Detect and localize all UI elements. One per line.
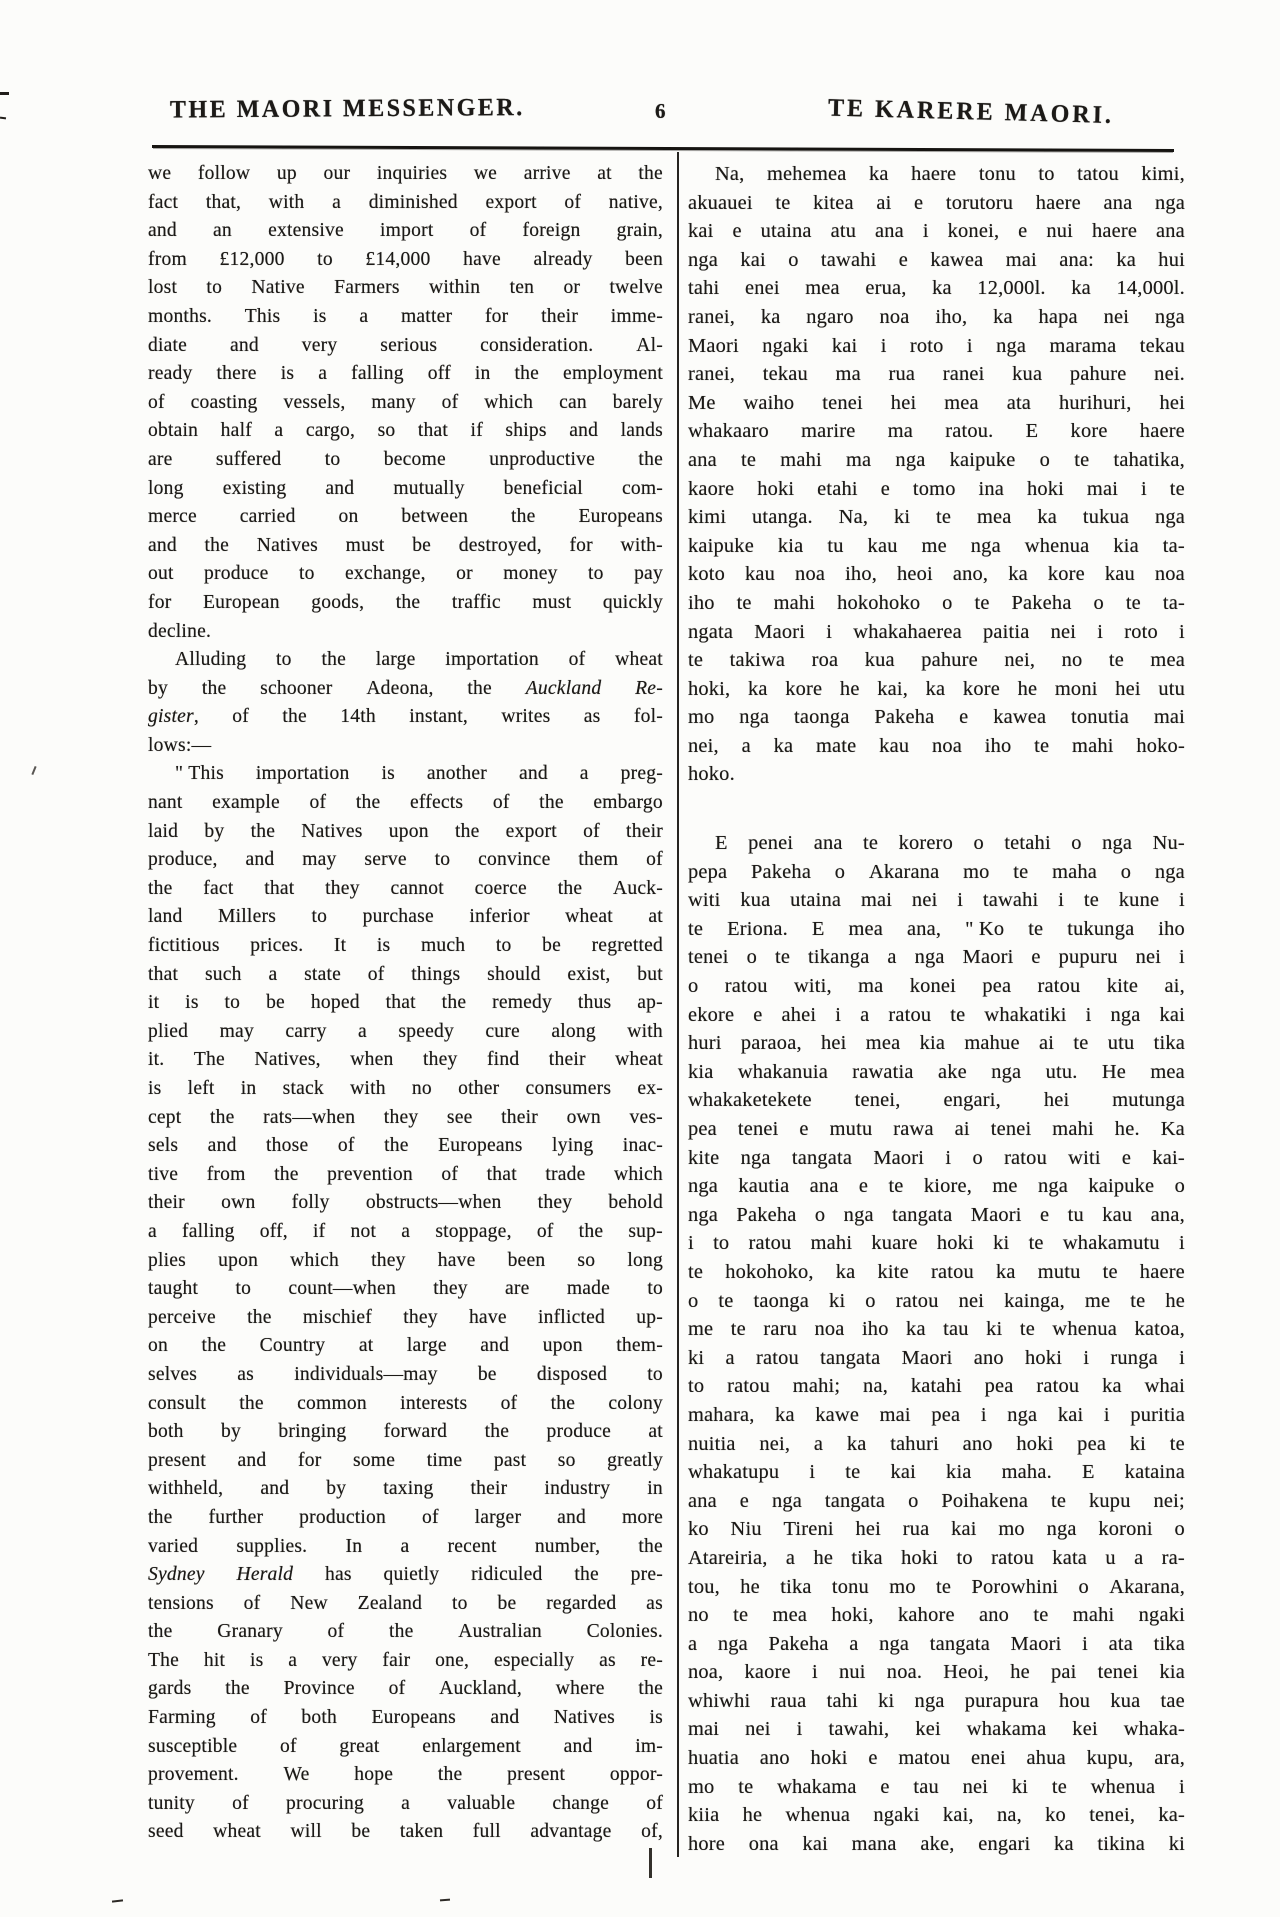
text-line: Me waiho tenei hei mea ata hurihuri, hei bbox=[688, 391, 1185, 414]
text-line: of coasting vessels, many of which can barely bbox=[148, 391, 663, 413]
text-line: whakaketekete tenei, engari, hei mutunga bbox=[688, 1089, 1185, 1112]
text-line: Atareiria, a he tika hoki to ratou kata u a ra- bbox=[688, 1546, 1185, 1569]
text-line: seed wheat will be taken full advantage of, bbox=[148, 1821, 663, 1843]
text-line: by the schooner Adeona, the Auckland Re- bbox=[148, 677, 663, 699]
text-line: whakatupu i te kai kia maha. E kataina bbox=[688, 1461, 1185, 1484]
text-line: decline. bbox=[148, 620, 212, 642]
text-line: a nga Pakeha a nga tangata Maori i ata tika bbox=[688, 1632, 1185, 1655]
text-line: taught to count—when they are made to bbox=[148, 1278, 663, 1300]
text-line: months. This is a matter for their imme- bbox=[148, 305, 663, 327]
text-line: ana e nga tangata o Poihakena te kupu nei; bbox=[688, 1489, 1185, 1512]
text-line: it is to be hoped that the remedy thus ap- bbox=[148, 992, 663, 1014]
text-line: for European goods, the traffic must quickly bbox=[148, 591, 663, 613]
text-line: " This importation is another and a preg- bbox=[175, 763, 663, 785]
text-line: whakaaro marire ma ratou. E kore haere bbox=[688, 420, 1185, 443]
text-line: are suffered to become unproductive the bbox=[148, 448, 663, 470]
text-line: a falling off, if not a stoppage, of the sup- bbox=[148, 1220, 663, 1242]
text-line: hoko. bbox=[688, 763, 735, 786]
text-line: land Millers to purchase inferior wheat at bbox=[148, 906, 663, 928]
paragraph bbox=[688, 829, 1185, 1858]
text-line: nant example of the effects of the embargo bbox=[148, 792, 663, 814]
text-line: long existing and mutually beneficial com- bbox=[148, 477, 663, 499]
text-line: me te raru noa iho ka tau ki te whenua katoa, bbox=[688, 1318, 1185, 1341]
text-line: on the Country at large and upon them- bbox=[148, 1335, 663, 1357]
text-line: Sydney Herald has quietly ridiculed the pre- bbox=[148, 1564, 663, 1586]
scan-speck bbox=[31, 766, 36, 775]
text-line: Farming of both Europeans and Natives is bbox=[148, 1707, 663, 1729]
text-line: te hokohoko, ka kite ratou ka mutu te haere bbox=[688, 1260, 1185, 1283]
text-line: witi kua utaina mai nei i tawahi i te kune i bbox=[688, 889, 1185, 912]
text-line: ekore e ahei i a ratou te whakatiki i nga kai bbox=[688, 1003, 1185, 1026]
text-line: obtain half a cargo, so that if ships and lands bbox=[148, 420, 663, 442]
text-line: hore ona kai mana ake, engari ka tikina ki bbox=[688, 1832, 1185, 1855]
text-line: o te taonga ki o ratou nei kainga, me te he bbox=[688, 1289, 1185, 1312]
text-line: tahi enei mea erua, ka 12,000l. ka 14,000l. bbox=[688, 277, 1185, 300]
text-line: mahara, ka kawe mai pea i nga kai i puritia bbox=[688, 1403, 1185, 1426]
text-line: tensions of New Zealand to be regarded as bbox=[148, 1592, 663, 1614]
text-line: pepa Pakeha o Akarana mo te maha o nga bbox=[688, 860, 1185, 883]
text-line: kaore hoki etahi e tomo ina hoki mai i te bbox=[688, 477, 1185, 500]
text-line: fact that, with a diminished export of native, bbox=[148, 191, 663, 213]
page-number: 6 bbox=[655, 99, 666, 123]
text-line: tou, he tika tonu mo te Porowhini o Akarana, bbox=[688, 1575, 1185, 1598]
text-line: produce, and may serve to convince them of bbox=[148, 849, 663, 871]
scan-edge-mark bbox=[0, 117, 6, 120]
text-line: ki a ratou tangata Maori ano hoki i runga i bbox=[688, 1346, 1185, 1369]
text-line: hoki, ka kore he kai, ka kore he moni hei utu bbox=[688, 677, 1185, 700]
text-line: from £12,000 to £14,000 have already been bbox=[148, 248, 663, 270]
text-line: nga kai o tawahi e kawea mai ana: ka hui bbox=[688, 248, 1185, 271]
paragraph bbox=[148, 760, 663, 1847]
text-line: provement. We hope the present oppor- bbox=[148, 1764, 663, 1786]
header-rule bbox=[152, 145, 1174, 152]
column-divider-tail-mark bbox=[649, 1848, 652, 1878]
text-line: o ratou witi, ma konei pea ratou kite ai, bbox=[688, 975, 1185, 998]
text-line: their own folly obstructs—when they behold bbox=[148, 1192, 663, 1214]
text-line: mo nga taonga Pakeha e kawea tonutia mai bbox=[688, 706, 1185, 729]
text-line: ranei, tekau ma rua ranei kua pahure nei. bbox=[688, 363, 1185, 386]
text-line: ko Niu Tireni hei rua kai mo nga koroni o bbox=[688, 1518, 1185, 1541]
text-line: The hit is a very fair one, especially as re- bbox=[148, 1649, 663, 1671]
text-line: akuauei te kitea ai e torutoru haere ana nga bbox=[688, 191, 1185, 214]
text-line: gards the Province of Auckland, where the bbox=[148, 1678, 663, 1700]
text-line: gister, of the 14th instant, writes as fol- bbox=[148, 706, 663, 728]
text-line: it. The Natives, when they find their wheat bbox=[148, 1049, 663, 1071]
text-line: withheld, and by taxing their industry in bbox=[148, 1478, 663, 1500]
text-line: perceive the mischief they have inflicted up- bbox=[148, 1306, 663, 1328]
text-line: merce carried on between the Europeans bbox=[148, 506, 663, 528]
text-line: pea tenei e mutu rawa ai tenei mahi he. Ka bbox=[688, 1118, 1185, 1140]
text-line: plied may carry a speedy cure along with bbox=[148, 1020, 663, 1042]
text-line: tunity of procuring a valuable change of bbox=[148, 1792, 663, 1814]
text-line: nga kautia ana e te kiore, me nga kaipuke o bbox=[688, 1175, 1185, 1198]
text-line: Na, mehemea ka haere tonu to tatou kimi, bbox=[715, 163, 1185, 185]
text-line: kaipuke kia tu kau me nga whenua kia ta- bbox=[688, 534, 1185, 557]
paragraph bbox=[148, 160, 663, 646]
text-line: laid by the Natives upon the export of their bbox=[148, 820, 663, 842]
text-line: tenei o te tikanga a nga Maori e pupuru nei i bbox=[688, 946, 1185, 969]
text-line: mo te whakama e tau nei ki te whenua i bbox=[688, 1775, 1185, 1798]
text-line: Maori ngaki kai i roto i nga marama tekau bbox=[688, 334, 1185, 357]
text-line: Alluding to the large importation of wheat bbox=[175, 649, 663, 671]
column-divider bbox=[677, 152, 679, 1857]
text-line: kia whakanuia rawatia ake nga utu. He mea bbox=[688, 1060, 1185, 1083]
scan-edge-mark bbox=[0, 92, 9, 95]
scan-bottom-dash bbox=[112, 1899, 123, 1902]
paragraph bbox=[148, 646, 663, 760]
text-line: iho te mahi hokohoko o te Pakeha o te ta- bbox=[688, 591, 1185, 614]
text-line: varied supplies. In a recent number, the bbox=[148, 1535, 663, 1557]
maori-text-column bbox=[688, 160, 1185, 1858]
text-line: susceptible of great enlargement and im- bbox=[148, 1735, 663, 1757]
text-line: koto kau noa iho, heoi ano, ka kore kau noa bbox=[688, 563, 1185, 586]
english-text-column bbox=[148, 160, 663, 1847]
text-line: nga Pakeha o nga tangata Maori e tu kau ana, bbox=[688, 1203, 1185, 1226]
text-line: that such a state of things should exist, but bbox=[148, 963, 663, 985]
text-line: and an extensive import of foreign grain, bbox=[148, 220, 663, 242]
text-line: present and for some time past so greatly bbox=[148, 1449, 663, 1471]
text-line: we follow up our inquiries we arrive at the bbox=[148, 163, 663, 184]
paragraph bbox=[688, 160, 1185, 789]
text-line: ngata Maori i whakahaerea paitia nei i roto i bbox=[688, 620, 1185, 643]
text-line: no te mea hoki, kahore ano te mahi ngaki bbox=[688, 1604, 1185, 1627]
masthead-maori-title: TE KARERE MAORI. bbox=[827, 94, 1115, 130]
text-line: the further production of larger and more bbox=[148, 1506, 663, 1528]
text-line: consult the common interests of the colony bbox=[148, 1392, 663, 1414]
text-line: diate and very serious consideration. Al- bbox=[148, 334, 663, 356]
text-line: ready there is a falling off in the employment bbox=[148, 363, 663, 385]
text-line: kimi utanga. Na, ki te mea ka tukua nga bbox=[688, 506, 1185, 529]
text-line: E penei ana te korero o tetahi o nga Nu- bbox=[715, 832, 1185, 855]
text-line: fictitious prices. It is much to be regretted bbox=[148, 935, 663, 957]
text-line: the fact that they cannot coerce the Auck- bbox=[148, 877, 663, 899]
text-line: is left in stack with no other consumers ex- bbox=[148, 1078, 663, 1099]
text-line: sels and those of the Europeans lying inac- bbox=[148, 1135, 663, 1157]
text-line: selves as individuals—may be disposed to bbox=[148, 1363, 663, 1385]
text-line: nuitia nei, a ka tahuri ano hoki pea ki te bbox=[688, 1432, 1185, 1455]
text-line: kai e utaina atu ana i konei, e nui haere ana bbox=[688, 220, 1185, 243]
text-line: mai nei i tawahi, kei whakama kei whaka- bbox=[688, 1718, 1185, 1741]
text-line: kiia he whenua ngaki kai, na, ko tenei, ka- bbox=[688, 1804, 1185, 1827]
text-line: huri paraoa, hei mea kia mahue ai te utu tika bbox=[688, 1032, 1185, 1055]
text-line: the Granary of the Australian Colonies. bbox=[148, 1621, 663, 1643]
text-line: lows:— bbox=[148, 734, 212, 756]
text-line: te Eriona. E mea ana, " Ko te tukunga iho bbox=[688, 917, 1185, 940]
text-line: lost to Native Farmers within ten or twelve bbox=[148, 277, 663, 299]
text-line: noa, kaore i nui noa. Heoi, he pai tenei kia bbox=[688, 1661, 1185, 1684]
masthead-english-title: THE MAORI MESSENGER. bbox=[169, 94, 525, 124]
text-line: ranei, ka ngaro noa iho, ka hapa nei nga bbox=[688, 305, 1185, 328]
text-line: whiwhi raua tahi ki nga purapura hou kua tae bbox=[688, 1689, 1185, 1712]
text-line: i to ratou mahi kuare hoki ki te whakamutu i bbox=[688, 1232, 1185, 1255]
text-line: out produce to exchange, or money to pay bbox=[148, 563, 663, 585]
text-line: and the Natives must be destroyed, for with- bbox=[148, 534, 663, 556]
text-line: te takiwa roa kua pahure nei, no te mea bbox=[688, 649, 1185, 672]
text-line: kite nga tangata Maori i o ratou witi e kai- bbox=[688, 1146, 1185, 1169]
text-line: cept the rats—when they see their own ves- bbox=[148, 1106, 663, 1128]
text-line: to ratou mahi; na, katahi pea ratou ka whai bbox=[688, 1375, 1185, 1398]
text-line: nei, a ka mate kau noa iho te mahi hoko- bbox=[688, 734, 1185, 757]
text-line: both by bringing forward the produce at bbox=[148, 1421, 663, 1443]
text-line: huatia ano hoki e matou enei ahua kupu, ara, bbox=[688, 1747, 1185, 1770]
text-line: tive from the prevention of that trade which bbox=[148, 1163, 663, 1185]
text-line: plies upon which they have been so long bbox=[148, 1249, 663, 1271]
text-line: ana te mahi ma nga kaipuke o te tahatika, bbox=[688, 448, 1185, 471]
scan-bottom-dash bbox=[440, 1899, 450, 1902]
